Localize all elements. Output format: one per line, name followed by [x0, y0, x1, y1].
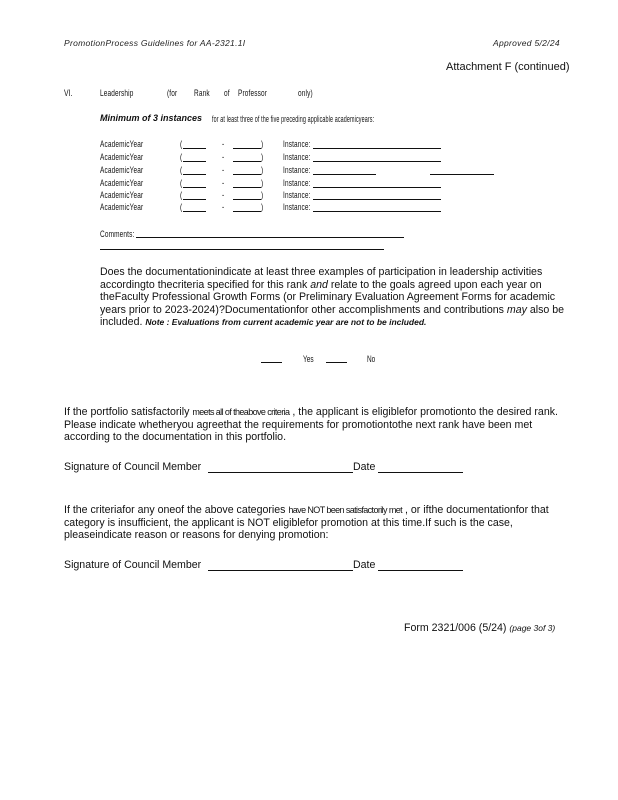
- comments-label: Comments:: [100, 229, 135, 239]
- signature-line-1[interactable]: [208, 472, 353, 473]
- signature-label-1: Signature of Council Member: [64, 461, 202, 473]
- question-text-1: Does the documentationindicate at least three examples of participation in leadership activities accordingto thecriteria specified for this rank: [100, 266, 543, 291]
- approval-criteria-text: meets all of theabove criteria: [192, 407, 290, 417]
- academic-year-label: AcademicYear: [100, 202, 144, 212]
- minimum-instances-rest: for at least three of the five preceding applicable academicyears:: [212, 114, 375, 124]
- section-title-professor: Professor: [238, 88, 268, 98]
- minimum-instances-text: Minimum of 3 instances: [100, 113, 203, 123]
- academic-year-row: [100, 152, 520, 165]
- open-paren: (: [180, 178, 183, 188]
- instance-label: Instance:: [283, 165, 311, 175]
- year-dash: -: [222, 202, 225, 212]
- denial-criteria-text: have NOT been satisfactorily met: [288, 505, 403, 515]
- close-paren: ): [261, 178, 264, 188]
- year-dash: -: [222, 152, 225, 162]
- approval-text-b: , the applicant is eligiblefor promotionto the desired rank. Please indicate whetheryou agreethat the requirements for promotiontothe next rank have been met according to the documentation in this portfolio.: [64, 406, 558, 444]
- denial-text-b: , or ifthe documentationfor that category is insufficient, the applicant is NOT eligiblefor promotion at this time.If such is the case, pleaseindicate reason or reasons for denying promotion:: [64, 504, 549, 542]
- page-number: (page 3of 3): [509, 623, 556, 633]
- question-and: and: [310, 278, 328, 291]
- close-paren: ): [261, 165, 264, 175]
- yes-blank[interactable]: [261, 362, 282, 363]
- form-number: Form 2321/006 (5/24): [404, 622, 510, 634]
- section-title-only: only): [298, 88, 313, 98]
- close-paren: ): [261, 152, 264, 162]
- date-label-1: Date: [353, 461, 376, 473]
- open-paren: (: [180, 202, 183, 212]
- signature-label-2: Signature of Council Member: [64, 559, 202, 571]
- instance-label: Instance:: [283, 178, 311, 188]
- open-paren: (: [180, 139, 183, 149]
- running-header-title: PromotionProcess Guidelines for AA-2321.1I: [64, 38, 246, 48]
- comments-line-2[interactable]: [100, 249, 384, 250]
- academic-year-label: AcademicYear: [100, 178, 144, 188]
- open-paren: (: [180, 190, 183, 200]
- year-dash: -: [222, 190, 225, 200]
- instance-field-extra[interactable]: [430, 174, 494, 175]
- year-dash: -: [222, 165, 225, 175]
- denial-paragraph: [64, 504, 574, 542]
- academic-year-label: AcademicYear: [100, 190, 144, 200]
- academic-year-label: AcademicYear: [100, 165, 144, 175]
- instance-label: Instance:: [283, 152, 311, 162]
- instance-label: Instance:: [283, 139, 311, 149]
- denial-text-a: If the criteriafor any oneof the above categories: [64, 504, 289, 516]
- instance-label: Instance:: [283, 202, 311, 212]
- date-line-2[interactable]: [378, 570, 463, 571]
- section-title-rank: Rank: [194, 88, 210, 98]
- close-paren: ): [261, 202, 264, 212]
- form-footer: [404, 622, 555, 634]
- close-paren: ): [261, 190, 264, 200]
- academic-year-row: [100, 165, 520, 178]
- no-label: No: [367, 354, 376, 364]
- close-paren: ): [261, 139, 264, 149]
- section-title-of: of: [224, 88, 230, 98]
- question-text-2: relate to the goals agreed upon each year on theFaculty Professional Growth Forms (or Preliminary Evaluation Agreement Forms for academic years prior to 2023-2024)?Documentationfor other accomplishments and contributions: [100, 278, 556, 316]
- open-paren: (: [180, 165, 183, 175]
- no-blank[interactable]: [326, 362, 347, 363]
- instance-label: Instance:: [283, 190, 311, 200]
- yes-label: Yes: [303, 354, 314, 364]
- signature-line-2[interactable]: [208, 570, 353, 571]
- question-note: Note : Evaluations from current academic year are not to be included.: [145, 317, 427, 328]
- comments-line-1[interactable]: [136, 237, 404, 238]
- open-paren: (: [180, 152, 183, 162]
- section-title-leadership: Leadership: [100, 88, 134, 98]
- date-label-2: Date: [353, 559, 376, 571]
- section-title-for: (for: [167, 88, 178, 98]
- approval-paragraph: [64, 406, 574, 444]
- year-dash: -: [222, 178, 225, 188]
- year-dash: -: [222, 139, 225, 149]
- date-line-1[interactable]: [378, 472, 463, 473]
- section-number: VI.: [64, 88, 73, 99]
- academic-year-label: AcademicYear: [100, 152, 144, 162]
- attachment-label: Attachment F (continued): [446, 61, 570, 73]
- question-text-3: also be included.: [100, 303, 565, 329]
- question-may: may: [506, 303, 527, 316]
- academic-year-row: [100, 139, 520, 152]
- leadership-question: [100, 266, 575, 329]
- academic-year-row: [100, 202, 520, 215]
- approved-date: Approved 5/2/24: [493, 38, 560, 48]
- approval-text-a: If the portfolio satisfactorily: [64, 406, 193, 418]
- academic-year-label: AcademicYear: [100, 139, 144, 149]
